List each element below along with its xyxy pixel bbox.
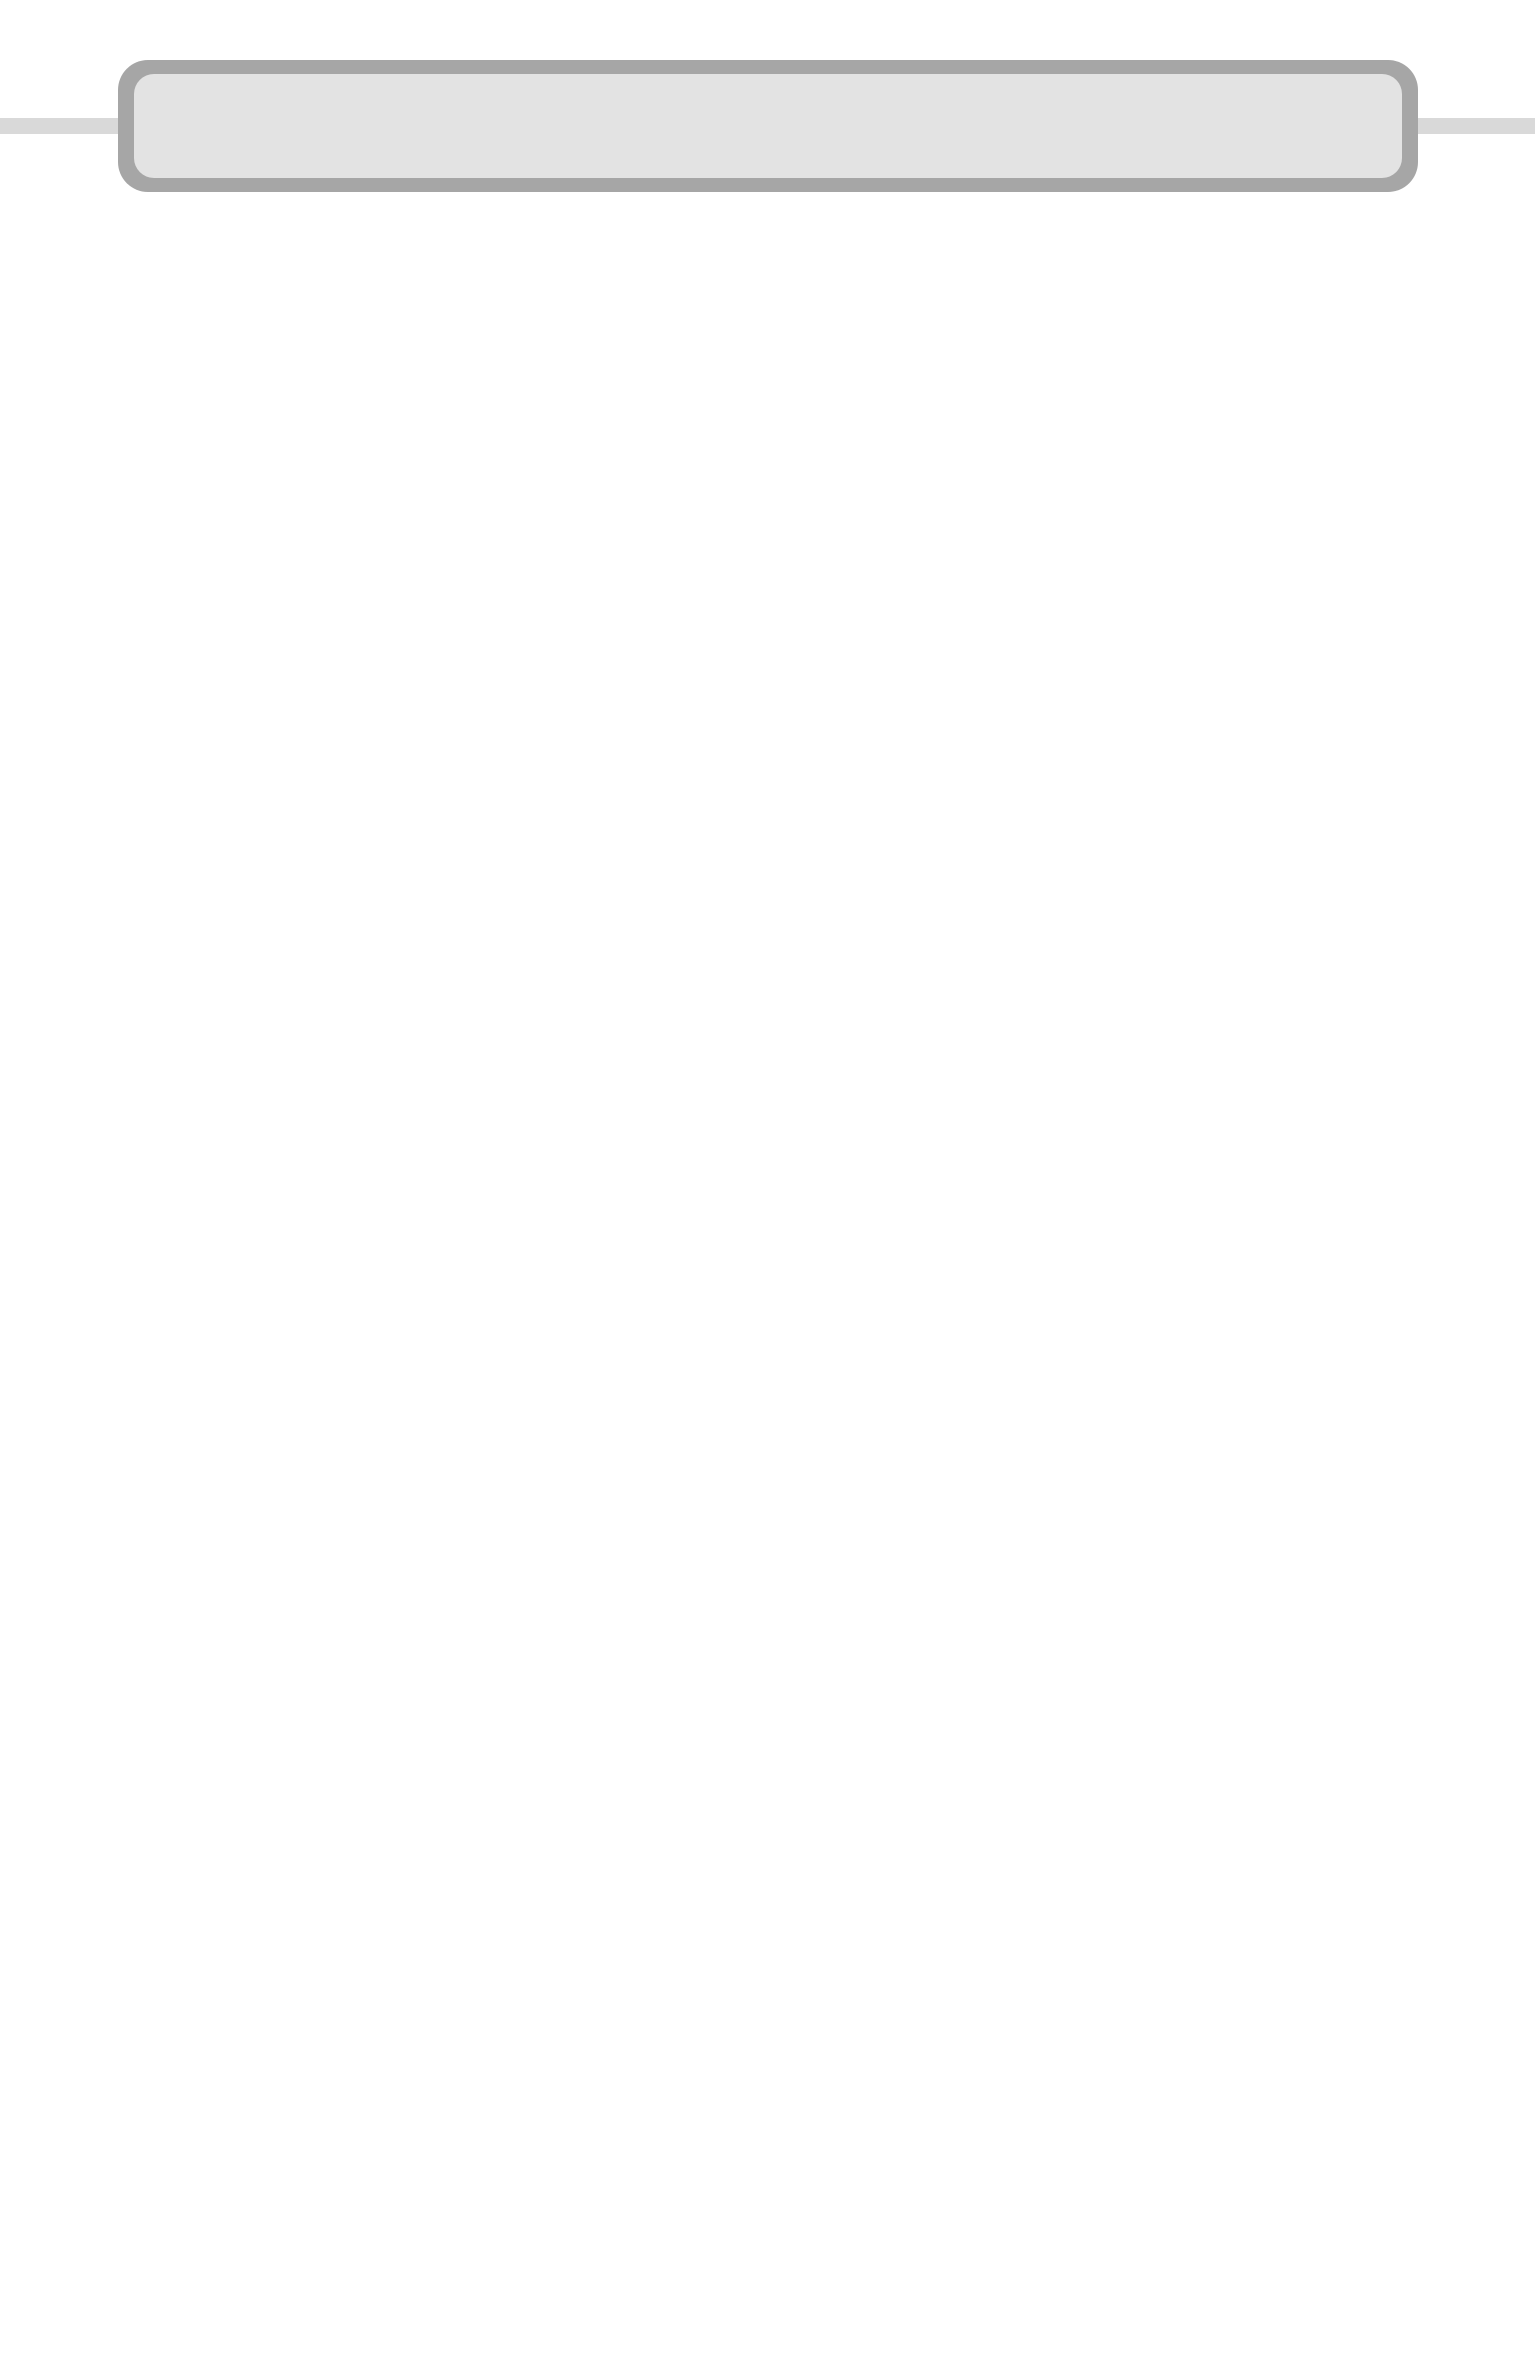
- service-1-info: [126, 251, 150, 285]
- title-inner: [134, 74, 1402, 178]
- title-box: [118, 60, 1418, 192]
- musicians-line: [118, 313, 144, 342]
- service-2-info: [1068, 251, 1088, 285]
